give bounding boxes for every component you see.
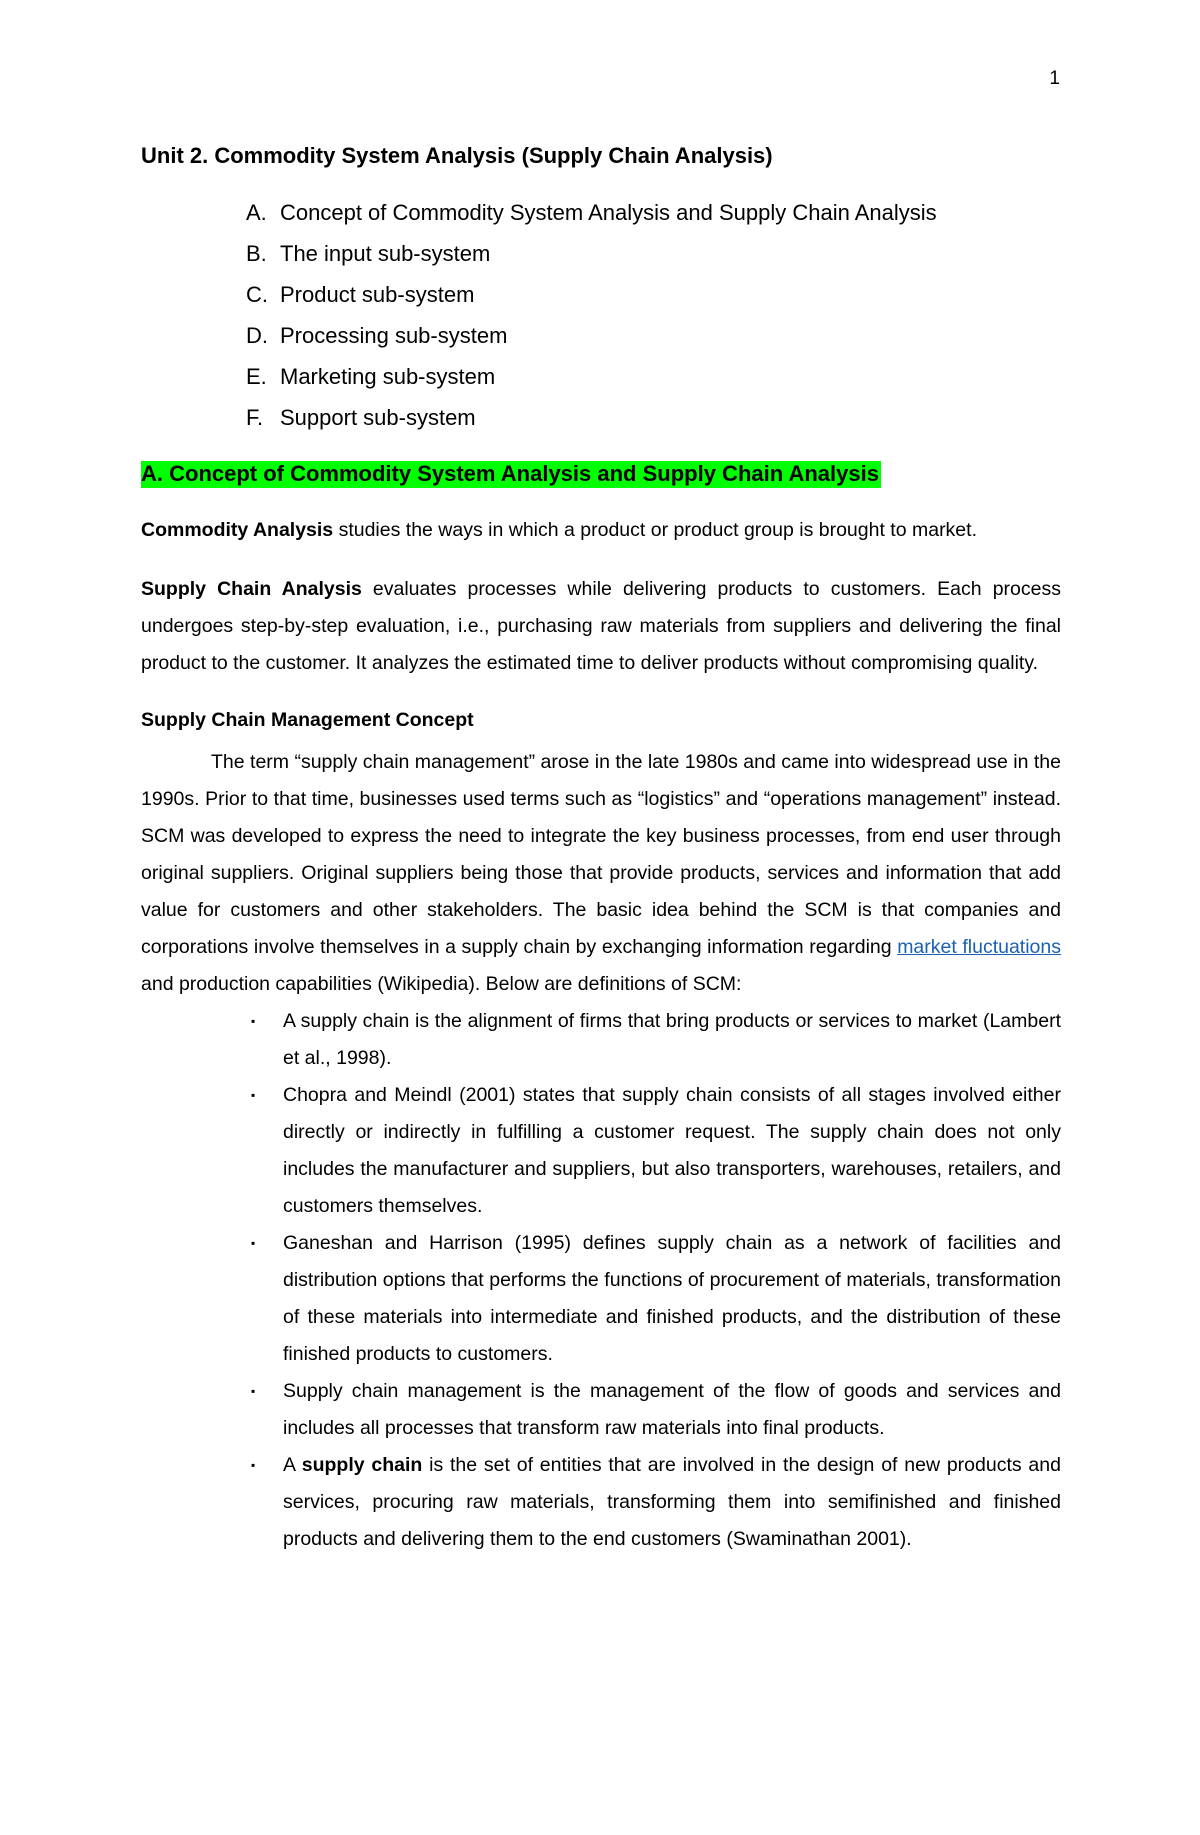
definition-item (251, 1373, 1061, 1447)
definition-text: is the set of entities that are involved in the design of new products and services, procuring raw materials, transforming them into semifinished and finished products and delivering them to the end customers (Swaminathan 2001). (283, 1454, 1061, 1550)
market-fluctuations-link[interactable]: market fluctuations (897, 936, 1062, 958)
bullet-icon: ▪ (251, 1458, 256, 1472)
section-a-heading (141, 458, 1061, 490)
outline-letter: A. (246, 200, 267, 225)
outline-letter: C. (246, 282, 268, 307)
definition-text: Supply chain management is the management of the flow of goods and services and includes all processes that transform raw materials into final products. (283, 1380, 1061, 1439)
outline-letter: E. (246, 364, 267, 389)
definition-text: Chopra and Meindl (2001) states that supply chain consists of all stages involved either directly or indirectly in fulfilling a customer request. The supply chain does not only includes the manufacturer and suppliers, but also transporters, warehouses, retailers, and customers themselves. (283, 1084, 1061, 1217)
definition-item (251, 1003, 1061, 1077)
definition-item (251, 1225, 1061, 1373)
outline-letter: B. (246, 241, 267, 266)
commodity-analysis-paragraph (141, 512, 1061, 549)
outline-item (141, 397, 1061, 438)
definition-item (251, 1447, 1061, 1558)
document-body (141, 140, 1061, 1558)
page-number: 1 (1049, 68, 1060, 89)
outline-letter: F. (246, 405, 264, 430)
definition-bold-term: supply chain (301, 1454, 423, 1476)
scm-intro-text-end: and production capabilities (Wikipedia). Below are definitions of SCM: (141, 973, 742, 995)
commodity-analysis-text: studies the ways in which a product or product group is brought to market. (333, 519, 977, 541)
definition-prefix: A (283, 1454, 302, 1476)
bullet-icon: ▪ (251, 1088, 256, 1102)
outline-label: Product sub-system (280, 282, 475, 307)
scm-concept-heading: Supply Chain Management Concept (141, 709, 474, 731)
outline-label: Concept of Commodity System Analysis and Supply Chain Analysis (280, 200, 937, 225)
outline-letter: D. (246, 323, 268, 348)
supply-chain-analysis-text: evaluates processes while delivering products to customers. Each process undergoes step-by-step evaluation, i.e., purchasing raw materials from suppliers and delivering the final product to the customer. It analyzes the estimated time to deliver products without compromising quality. (141, 578, 1061, 674)
bullet-icon: ▪ (251, 1384, 256, 1398)
scm-definitions-list (141, 1003, 1061, 1558)
definition-item (251, 1077, 1061, 1225)
bullet-icon: ▪ (251, 1236, 256, 1250)
unit-outline (141, 192, 1061, 438)
highlighted-heading-text: A. Concept of Commodity System Analysis and Supply Chain Analysis (141, 461, 879, 486)
scm-intro-paragraph (141, 744, 1061, 1003)
outline-item (141, 356, 1061, 397)
outline-item (141, 192, 1061, 233)
outline-label: Marketing sub-system (280, 364, 496, 389)
commodity-analysis-term: Commodity Analysis (141, 519, 334, 541)
supply-chain-analysis-paragraph (141, 571, 1061, 682)
outline-item (141, 233, 1061, 274)
outline-label: Processing sub-system (280, 323, 508, 348)
unit-title: Unit 2. Commodity System Analysis (Supply Chain Analysis) (141, 143, 773, 168)
bullet-icon: ▪ (251, 1014, 256, 1028)
scm-intro-text: The term “supply chain management” arose in the late 1980s and came into widespread use in the 1990s. Prior to that time, businesses used terms such as “logistics” and “operations management” instead. SCM was developed to express the need to integrate the key business processes, from end user through original suppliers. Original suppliers being those that provide products, services and information that add value for customers and other stakeholders. The basic idea behind the SCM is that companies and corporations involve themselves in a supply chain by exchanging information regarding (141, 751, 1061, 958)
outline-item (141, 274, 1061, 315)
outline-item (141, 315, 1061, 356)
definition-text: A supply chain is the alignment of firms that bring products or services to market (Lambert et al., 1998). (283, 1010, 1061, 1069)
outline-label: Support sub-system (280, 405, 476, 430)
outline-label: The input sub-system (280, 241, 491, 266)
supply-chain-analysis-term: Supply Chain Analysis (141, 578, 362, 600)
definition-text: Ganeshan and Harrison (1995) defines supply chain as a network of facilities and distribution options that performs the functions of procurement of materials, transformation of these materials into intermediate and finished products, and the distribution of these finished products to customers. (283, 1232, 1061, 1365)
